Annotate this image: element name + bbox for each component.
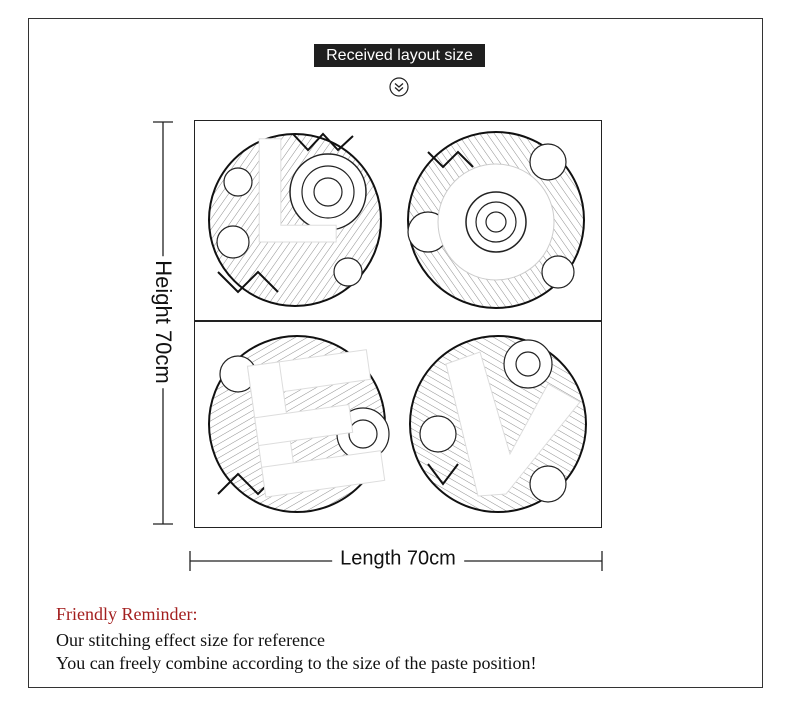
floral-letter-o-tile: [398, 122, 598, 318]
length-label: Length 70cm: [332, 548, 464, 571]
floral-letter-l-tile: [198, 122, 392, 318]
reminder-title: Friendly Reminder:: [56, 604, 198, 624]
height-label: Height 70cm: [150, 256, 176, 388]
floral-letter-e-tile: [198, 324, 396, 524]
reminder-line: You can freely combine according to the size of the paste position!: [56, 653, 537, 673]
floral-letter-v-tile: [398, 324, 598, 524]
chevron-double-down-icon: [389, 77, 409, 97]
stitching-line: [194, 320, 602, 322]
letter-l: L: [249, 122, 341, 274]
layout-size-badge: Received layout size: [314, 44, 485, 67]
reminder-line: Our stitching effect size for reference: [56, 630, 326, 650]
